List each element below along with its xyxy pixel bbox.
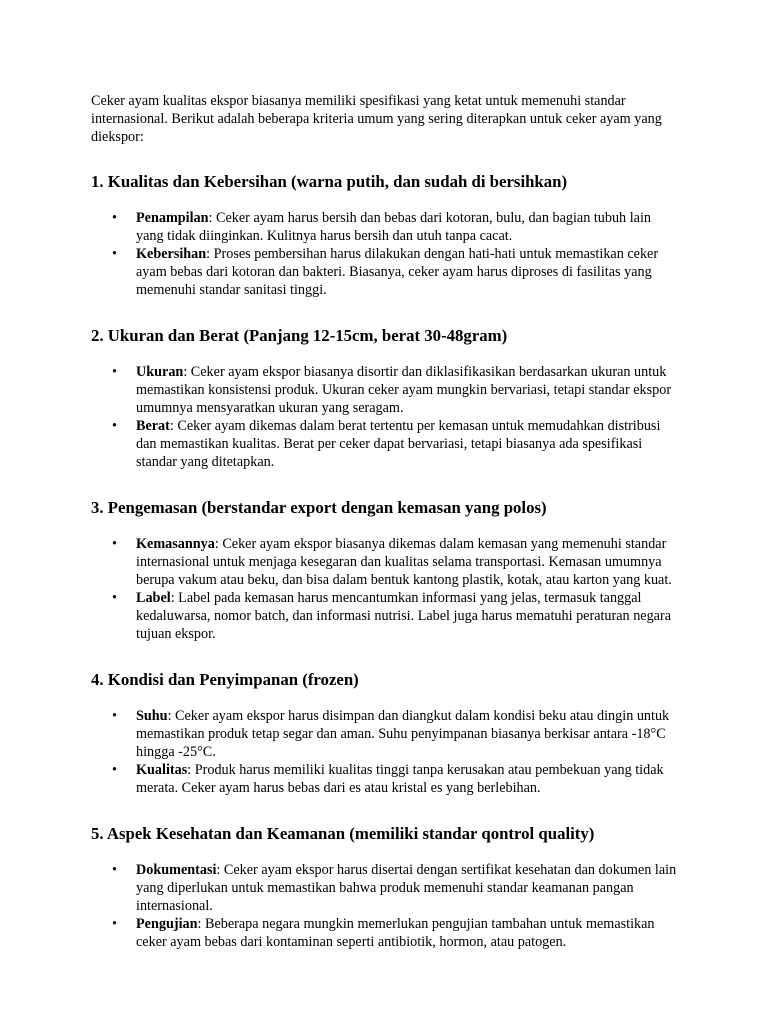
section-heading: 2. Ukuran dan Berat (Panjang 12-15cm, berat 30-48gram) (91, 326, 508, 345)
item-text: : Ceker ayam dikemas dalam berat tertentu per kemasan untuk memudahkan distribusi dan memastikan kualitas. Berat per ceker dapat bervariasi, tetapi biasanya ada spesifikasi standar yang ditetapkan. (136, 418, 661, 470)
item-text: : Ceker ayam ekspor harus disertai dengan sertifikat kesehatan dan dokumen lain yang diperlukan untuk memastikan bahwa produk memenuhi standar keamanan pangan internasional. (136, 862, 677, 914)
bullet-icon: • (112, 536, 117, 552)
list-item (91, 363, 680, 417)
section-pengemasan (91, 498, 680, 643)
list-item (91, 209, 680, 245)
item-text: : Label pada kemasan harus mencantumkan informasi yang jelas, termasuk tanggal kedaluwarsa, nomor batch, dan informasi nutrisi. Label juga harus mematuhi peraturan negara tujuan ekspor. (136, 590, 671, 642)
section-heading: 5. Aspek Kesehatan dan Keamanan (memiliki standar qontrol quality) (91, 824, 595, 843)
intro-paragraph: Ceker ayam kualitas ekspor biasanya memiliki spesifikasi yang ketat untuk memenuhi standar internasional. Berikut adalah beberapa kriteria umum yang sering diterapkan untuk ceker ayam yang diekspor: (91, 93, 662, 145)
section-kesehatan-keamanan (91, 824, 680, 951)
section-ukuran-berat (91, 326, 680, 471)
bullet-list (91, 209, 680, 299)
bullet-list (91, 535, 680, 643)
list-item (91, 761, 680, 797)
bullet-list (91, 861, 680, 951)
list-item (91, 915, 680, 951)
list-item (91, 245, 680, 299)
item-term: Kebersihan (136, 246, 207, 262)
item-text: : Ceker ayam ekspor biasanya dikemas dalam kemasan yang memenuhi standar internasional untuk menjaga kesegaran dan kualitas selama transportasi. Kemasan umumnya berupa vakum atau beku, dan bisa dalam bentuk kantong plastik, kotak, atau karton yang kuat. (136, 536, 672, 588)
item-text: : Beberapa negara mungkin memerlukan pengujian tambahan untuk memastikan ceker ayam bebas dari kontaminan seperti antibiotik, hormon, atau patogen. (136, 916, 655, 950)
list-item (91, 417, 680, 471)
bullet-icon: • (112, 210, 117, 226)
section-kualitas-kebersihan (91, 172, 680, 299)
section-heading: 1. Kualitas dan Kebersihan (warna putih, dan sudah di bersihkan) (91, 172, 568, 191)
item-term: Penampilan (136, 210, 209, 226)
list-item (91, 589, 680, 643)
item-text: : Ceker ayam ekspor biasanya disortir dan diklasifikasikan berdasarkan ukuran untuk memastikan konsistensi produk. Ukuran ceker ayam mungkin bervariasi, tetapi standar ekspor umumnya mensyaratkan ukuran yang seragam. (136, 364, 672, 416)
bullet-list (91, 363, 680, 471)
section-heading: 3. Pengemasan (berstandar export dengan kemasan yang polos) (91, 498, 547, 517)
bullet-icon: • (112, 590, 117, 606)
bullet-icon: • (112, 862, 117, 878)
list-item (91, 861, 680, 915)
bullet-icon: • (112, 246, 117, 262)
list-item (91, 707, 680, 761)
item-term: Label (136, 590, 171, 606)
item-term: Berat (136, 418, 170, 434)
item-term: Dokumentasi (136, 862, 217, 878)
item-term: Kualitas (136, 762, 188, 778)
list-item (91, 535, 680, 589)
bullet-icon: • (112, 364, 117, 380)
item-text: : Produk harus memiliki kualitas tinggi tanpa kerusakan atau pembekuan yang tidak merata. Ceker ayam harus bebas dari es atau kristal es yang berlebihan. (136, 762, 664, 796)
bullet-list (91, 707, 680, 797)
item-term: Pengujian (136, 916, 198, 932)
bullet-icon: • (112, 418, 117, 434)
item-term: Ukuran (136, 364, 184, 380)
bullet-icon: • (112, 916, 117, 932)
section-heading: 4. Kondisi dan Penyimpanan (frozen) (91, 670, 359, 689)
bullet-icon: • (112, 708, 117, 724)
section-kondisi-penyimpanan (91, 670, 680, 797)
item-text: : Proses pembersihan harus dilakukan dengan hati-hati untuk memastikan ceker ayam bebas dari kotoran dan bakteri. Biasanya, ceker ayam harus diproses di fasilitas yang memenuhi standar sanitasi tinggi. (136, 246, 659, 298)
bullet-icon: • (112, 762, 117, 778)
item-term: Suhu (136, 708, 168, 724)
item-term: Kemasannya (136, 536, 215, 552)
item-text: : Ceker ayam ekspor harus disimpan dan diangkut dalam kondisi beku atau dingin untuk memastikan produk tetap segar dan aman. Suhu penyimpanan biasanya berkisar antara -18°C hingga -25°C. (136, 708, 670, 760)
item-text: : Ceker ayam harus bersih dan bebas dari kotoran, bulu, dan bagian tubuh lain yang tidak diinginkan. Kulitnya harus bersih dan utuh tanpa cacat. (136, 210, 651, 244)
